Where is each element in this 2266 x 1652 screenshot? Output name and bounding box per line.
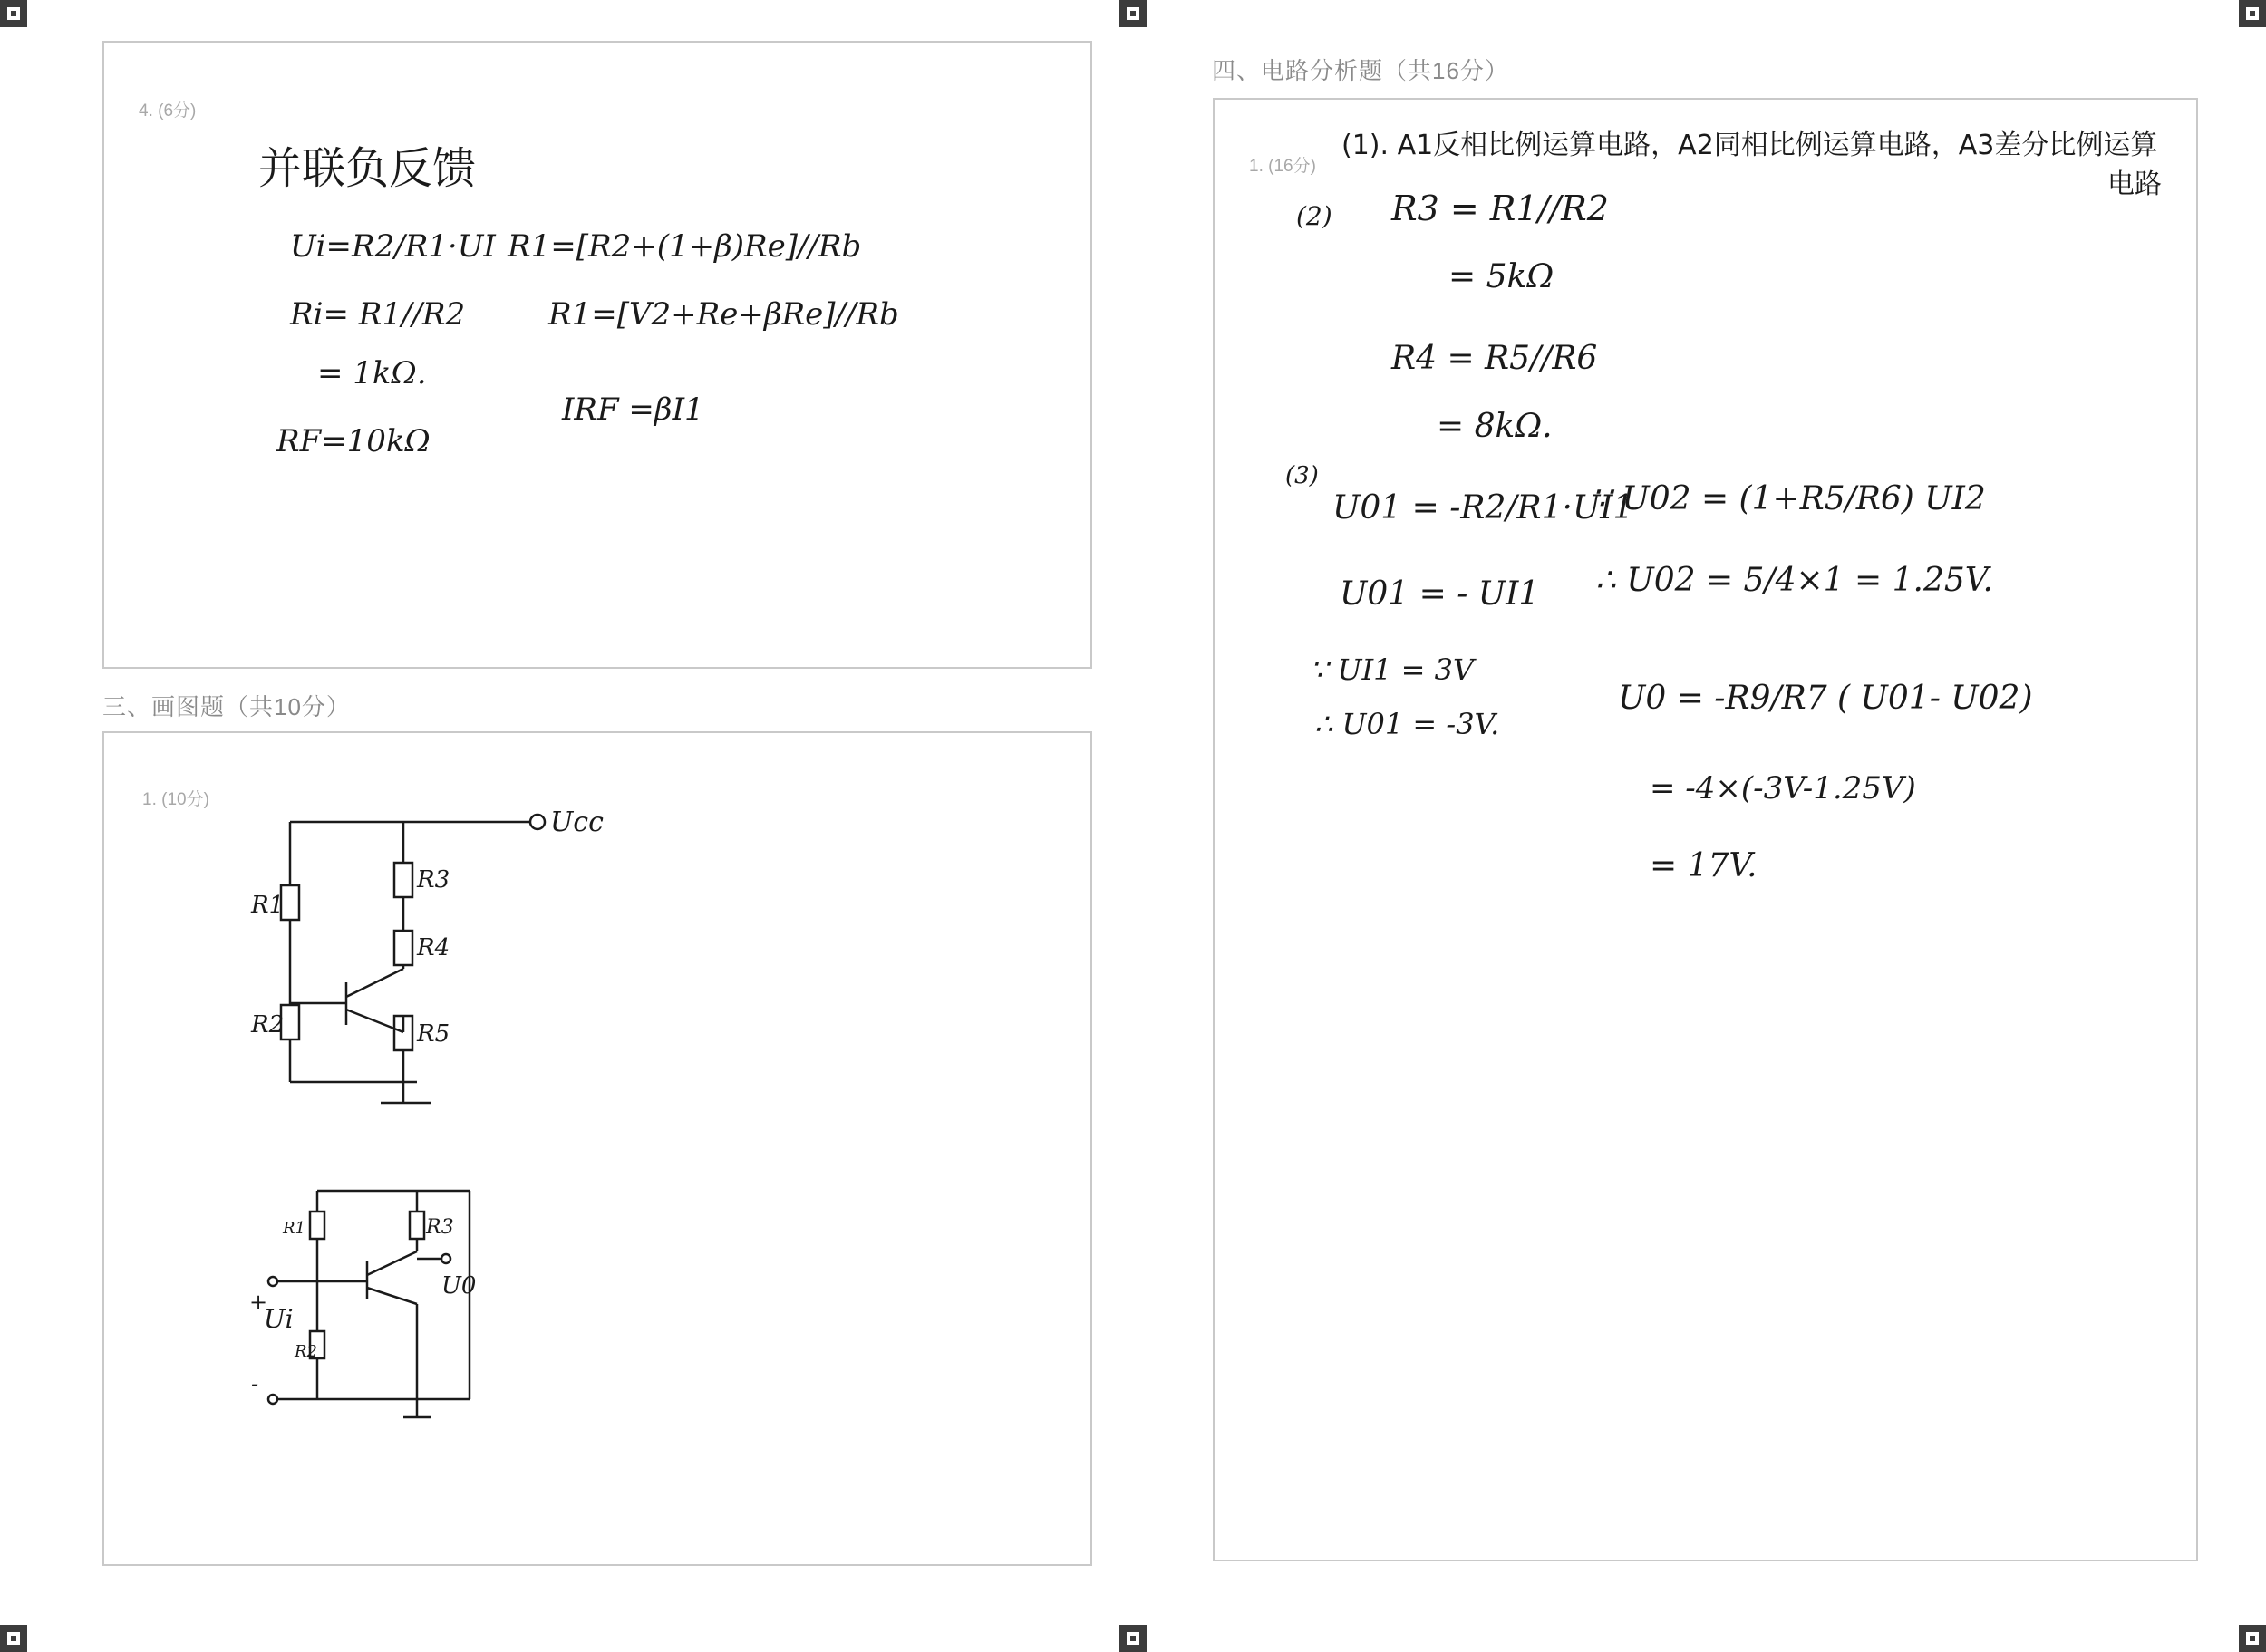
answer-line: Ri= R1//R2 xyxy=(290,296,466,333)
label-minus: - xyxy=(251,1371,259,1396)
answer-line: = 1kΩ. xyxy=(317,355,427,391)
answer-line: R1=[V2+Re+βRe]//Rb xyxy=(548,296,899,333)
label-r1: R1 xyxy=(283,1219,306,1238)
corner-marker-bottom-right xyxy=(2239,1625,2266,1652)
question-label: 1. (10分) xyxy=(142,790,209,809)
label-r3: R3 xyxy=(417,866,450,894)
answer-line: U01 = - UI1 xyxy=(1340,575,1540,613)
answer-line: ∴ U01 = -3V. xyxy=(1314,707,1500,741)
label-r1: R1 xyxy=(251,892,285,919)
answer-line: = 17V. xyxy=(1650,847,1758,884)
answer-line: = -4×(-3V-1.25V) xyxy=(1650,770,1916,807)
answer-line: IRF =βI1 xyxy=(562,391,704,428)
label-plus: + xyxy=(249,1290,268,1315)
answer-line: Ui=R2/R1·UI xyxy=(290,228,496,265)
analysis-question-card xyxy=(1213,98,2198,1561)
answer-line: ∵ U02 = (1+R5/R6) UI2 xyxy=(1591,480,1986,517)
answer-line: R4 = R5//R6 xyxy=(1391,340,1598,377)
corner-marker-bottom-center xyxy=(1119,1625,1147,1652)
section-title-analysis: 四、电路分析题（共16分） xyxy=(1212,57,1509,84)
answer-line: ∴ U02 = 5/4×1 = 1.25V. xyxy=(1595,562,1993,599)
label-r5: R5 xyxy=(417,1020,450,1048)
label-ucc: Ucc xyxy=(550,807,604,838)
label-r2: R2 xyxy=(251,1011,285,1039)
corner-marker-top-left xyxy=(0,0,27,27)
question-label: 4. (6分) xyxy=(139,101,197,121)
drawing-question-card xyxy=(102,731,1092,1566)
answer-part-1: (1). A1反相比例运算电路，A2同相比例运算电路，A3差分比例运算 xyxy=(1341,130,2158,161)
answer-line: RF=10kΩ xyxy=(276,423,431,459)
answer-part-1-cont: 电路 xyxy=(2107,169,2162,200)
label-r4: R4 xyxy=(417,934,450,961)
corner-marker-top-right xyxy=(2239,0,2266,27)
answer-line: U01 = -R2/R1·UI1 xyxy=(1332,489,1634,527)
answer-title: 并联负反馈 xyxy=(258,143,477,194)
question-4-card xyxy=(102,41,1092,669)
corner-marker-bottom-left xyxy=(0,1625,27,1652)
answer-line: = 8kΩ. xyxy=(1437,408,1553,445)
answer-line: = 5kΩ xyxy=(1448,258,1554,295)
section-title-drawing: 三、画图题（共10分） xyxy=(102,693,351,720)
corner-marker-top-center xyxy=(1119,0,1147,27)
answer-line: R1=[R2+(1+β)Re]//Rb xyxy=(508,228,862,265)
answer-line: U0 = -R9/R7 ( U01- U02) xyxy=(1618,680,2033,717)
label-u0: U0 xyxy=(441,1272,477,1299)
label-r3: R3 xyxy=(426,1216,454,1239)
label-ui: Ui xyxy=(264,1304,294,1334)
circuit-diagram-2 xyxy=(104,733,1094,1568)
answer-line: ∵ UI1 = 3V xyxy=(1310,652,1475,687)
part-2-tag: (2) xyxy=(1296,201,1332,231)
label-r2: R2 xyxy=(295,1342,318,1361)
question-label: 1. (16分) xyxy=(1249,157,1316,176)
part-3-tag: (3) xyxy=(1285,462,1319,489)
answer-line: R3 = R1//R2 xyxy=(1391,188,1609,228)
